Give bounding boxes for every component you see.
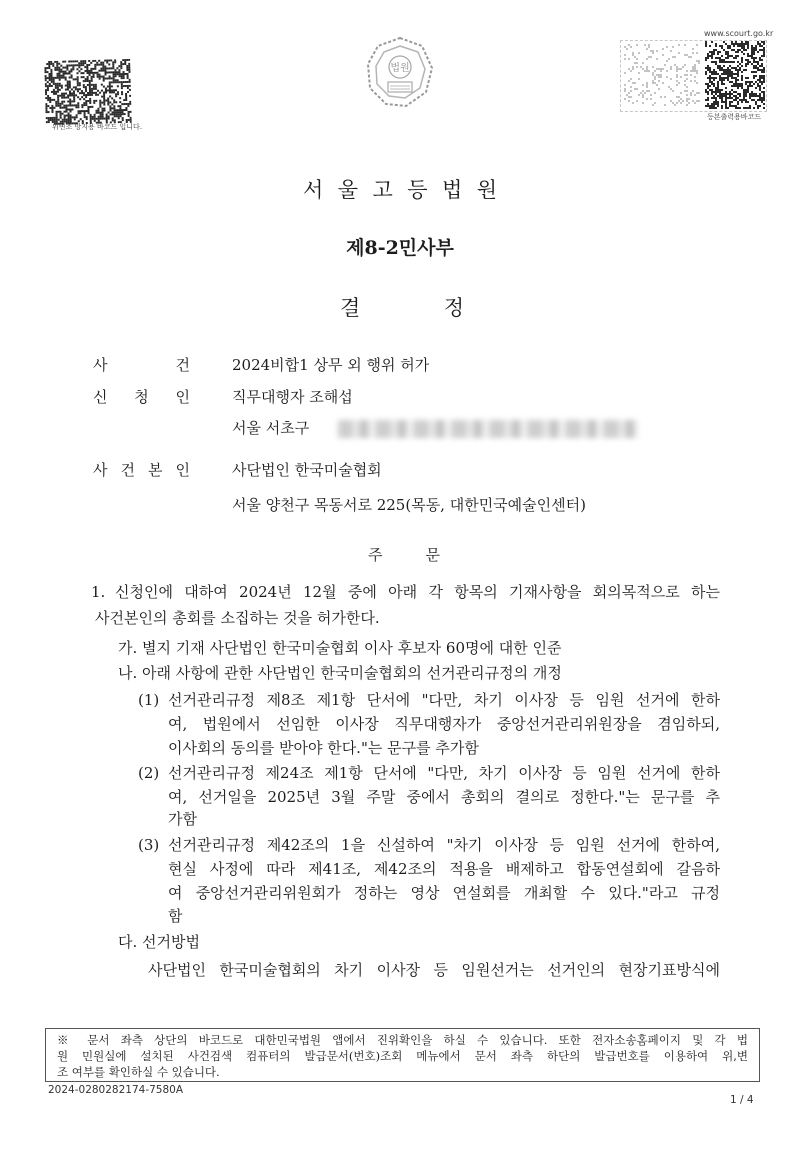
verification-notice-box bbox=[45, 1028, 760, 1082]
item-marker: (1) bbox=[138, 691, 160, 709]
case-number: 2024비합1 상무 외 행위 허가 bbox=[232, 356, 430, 374]
barcode-left-caption: 위변조 방지용 바코드 입니다. bbox=[52, 123, 143, 131]
item-marker: 가. bbox=[118, 639, 138, 657]
item-da-line: 사단법인 한국미술협회의 차기 이사장 등 임원선거는 선거인의 현장기표방식에 bbox=[148, 961, 720, 979]
document-type: 결 정 bbox=[340, 296, 464, 320]
sub1-line: 이사회의 동의를 받아야 한다."는 문구를 추가함 bbox=[168, 739, 479, 757]
applicant-name: 직무대행자 조해섭 bbox=[232, 388, 353, 406]
item-ga-text: 별지 기재 사단법인 한국미술협회 이사 후보자 60명에 대한 인준 bbox=[142, 639, 562, 657]
item-marker: 1. bbox=[91, 583, 106, 601]
sub3-line: 여 중앙선거관리위원회가 정하는 영상 연설회를 개최할 수 있다."라고 규정 bbox=[168, 884, 720, 902]
sub2-line: 여, 선거일을 2025년 3월 주말 중에서 총회의 결의로 정한다."는 문구를 추 bbox=[168, 788, 720, 806]
notice-line: 원 민원실에 설치된 사건검색 컴퓨터의 발급문서(번호)조회 메뉴에서 문서 좌측 하단의 발급번호를 이용하여 위,변 bbox=[57, 1049, 748, 1063]
issue-number: 2024-0280282174-7580A bbox=[48, 1084, 184, 1096]
redacted-address bbox=[338, 420, 638, 438]
site-url: www.scourt.go.kr bbox=[704, 29, 774, 38]
case-label: 사 건 bbox=[93, 356, 190, 374]
court-seal-icon bbox=[364, 36, 436, 108]
applicant-label: 신 청 인 bbox=[93, 388, 190, 406]
item-da-heading: 선거방법 bbox=[142, 933, 200, 951]
sub1-line: 여, 법원에서 선임한 이사장 직무대행자가 중앙선거관리위원장을 겸임하되, bbox=[168, 715, 720, 733]
item-marker: (3) bbox=[138, 836, 160, 854]
subject-name: 사단법인 한국미술협회 bbox=[232, 461, 382, 479]
faint-barcode bbox=[624, 44, 700, 106]
sub1-line: 선거관리규정 제8조 제1항 단서에 "다만, 차기 이사장 등 임원 선거에 한하 bbox=[168, 691, 720, 709]
sub3-line: 현실 사정에 따라 제41조, 제42조의 적용을 배제하고 합동연설회에 갈음하 bbox=[168, 860, 720, 878]
item-marker: 다. bbox=[118, 933, 138, 951]
item1-line: 신청인에 대하여 2024년 12월 중에 아래 각 항목의 기재사항을 회의목적으로 하는 bbox=[115, 583, 720, 601]
notice-line: ※ 문서 좌측 상단의 바코드로 대한민국법원 앱에서 진위확인을 하실 수 있습니다. 또한 전자소송홈페이지 및 각 법 bbox=[57, 1033, 748, 1047]
authentication-barcode bbox=[44, 59, 132, 125]
division-name: 제8-2민사부 bbox=[346, 237, 454, 259]
item-marker: 나. bbox=[118, 664, 138, 682]
sub3-line: 선거관리규정 제42조의 1을 신설하여 "차기 이사장 등 임원 선거에 한하여, bbox=[168, 836, 720, 854]
issue-barcode bbox=[705, 41, 765, 109]
seal-text: 법원 bbox=[390, 63, 410, 74]
subject-address: 서울 양천구 목동서로 225(목동, 대한민국예술인센터) bbox=[232, 496, 586, 514]
sub3-line: 함 bbox=[168, 907, 183, 925]
subject-label: 사 건 본 인 bbox=[93, 461, 190, 479]
item1-line: 사건본인의 총회를 소집하는 것을 허가한다. bbox=[95, 609, 380, 627]
barcode-right-caption: 등본출력용바코드 bbox=[707, 113, 762, 121]
sub2-line: 가함 bbox=[168, 810, 197, 828]
item-marker: (2) bbox=[138, 764, 160, 782]
order-heading: 주 문 bbox=[368, 546, 440, 564]
sub2-line: 선거관리규정 제24조 제1항 단서에 "다만, 차기 이사장 등 임원 선거에 한하 bbox=[168, 764, 720, 782]
page-indicator: 1 / 4 bbox=[730, 1094, 754, 1106]
court-name: 서 울 고 등 법 원 bbox=[303, 178, 497, 202]
applicant-address: 서울 서초구 bbox=[232, 419, 310, 437]
item-na-text: 아래 사항에 관한 사단법인 한국미술협회의 선거관리규정의 개정 bbox=[142, 664, 562, 682]
notice-line: 조 여부를 확인하실 수 있습니다. bbox=[57, 1065, 220, 1079]
